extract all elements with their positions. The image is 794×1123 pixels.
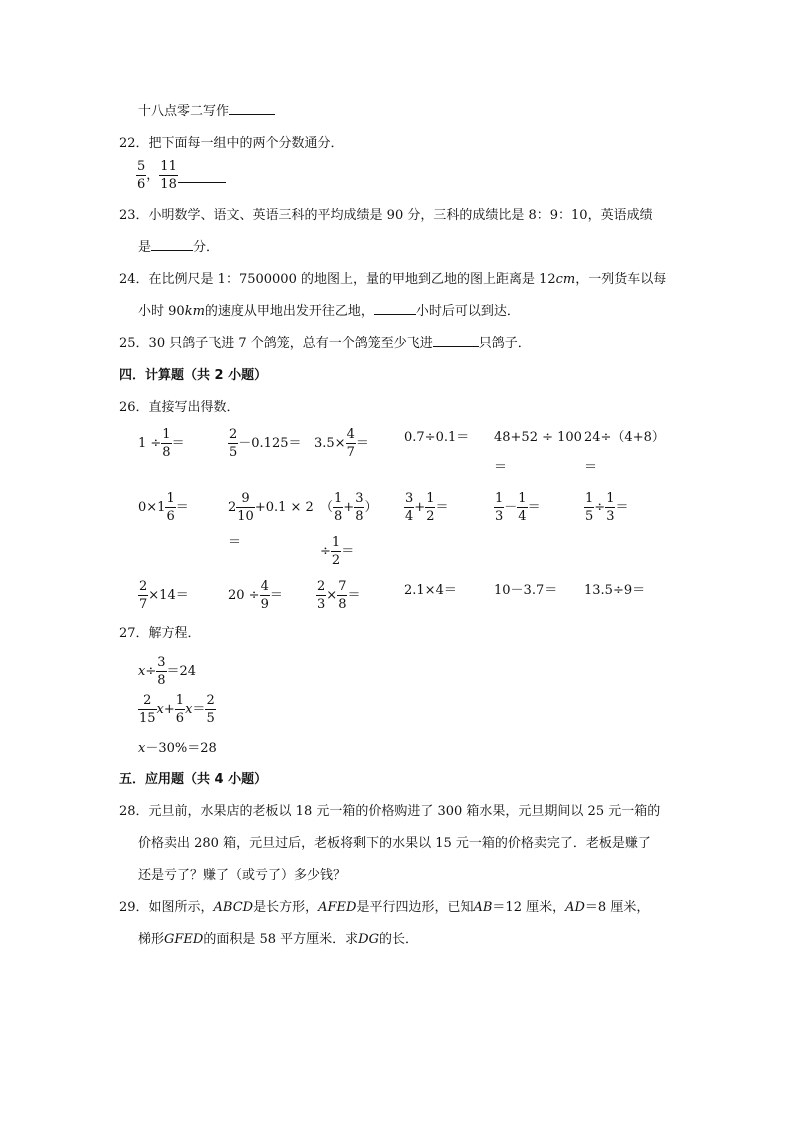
calc-r3c6: 13.5÷9＝ xyxy=(584,583,646,598)
calc-text: 3.5× xyxy=(314,436,346,451)
fraction-11-18: $\frac{11}{18}$ xyxy=(160,159,177,192)
q28-line1: 28．元旦前，水果店的老板以 18 元一箱的价格购进了 300 箱水果，元旦期间以 25 元一箱的 xyxy=(119,804,661,819)
calc-text: +0.1 × 2 xyxy=(254,500,314,515)
section-5-heading: 五．应用题（共 4 小题） xyxy=(119,772,268,787)
fraction: $\frac{2}{5}$ xyxy=(206,693,215,726)
q22-prompt: 22．把下面每一组中的两个分数通分． xyxy=(119,136,344,151)
q22-fractions xyxy=(136,160,226,191)
q29-text: 是平行四边形，已知 xyxy=(356,900,474,915)
equals: ＝ xyxy=(355,436,369,451)
q21-tail-line xyxy=(138,105,275,118)
label-gfed: GFED xyxy=(164,932,204,947)
plus: + xyxy=(343,500,355,515)
answer-blank[interactable] xyxy=(374,314,416,315)
calc-text: 1 ÷ xyxy=(138,436,162,451)
answer-blank[interactable] xyxy=(178,182,226,183)
calc-text: 0×1 xyxy=(138,500,166,515)
calc-r2c2-equals: ＝ xyxy=(228,535,242,550)
fraction: $\frac{2}{15}$ xyxy=(139,693,156,726)
calc-r1c6-equals: ＝ xyxy=(584,460,598,475)
divide: ÷ xyxy=(320,544,331,559)
divide: ÷ xyxy=(145,664,157,679)
equals: ＝ xyxy=(192,702,206,717)
q29-line2 xyxy=(138,933,418,946)
q29-text: 梯形 xyxy=(138,932,165,947)
fraction: $\frac{2}{5}$ xyxy=(229,427,238,460)
fraction: $\frac{1}{5}$ xyxy=(585,491,594,524)
calc-r3c5: 10－3.7＝ xyxy=(494,583,558,598)
q29-text: 29．如图所示， xyxy=(119,900,214,915)
q29-text: 的长． xyxy=(378,932,418,947)
equation-2 xyxy=(138,694,216,725)
fraction: $\frac{2}{3}$ xyxy=(317,579,326,612)
comma: ， xyxy=(146,168,160,183)
equals: ＝ xyxy=(269,588,283,603)
equals: ＝ xyxy=(527,500,541,515)
equals: ＝ xyxy=(347,588,361,603)
calc-r1c5: 48+52 ÷ 100 xyxy=(494,430,582,445)
fraction: $\frac{7}{8}$ xyxy=(338,579,347,612)
fraction: $\frac{1}{2}$ xyxy=(426,491,435,524)
divide: ÷ xyxy=(594,500,606,515)
calc-text: 20 ÷ xyxy=(228,588,260,603)
calc-r3c1 xyxy=(138,580,189,611)
calc-r1c4: 0.7÷0.1＝ xyxy=(404,430,470,445)
calc-r2c3 xyxy=(320,492,378,523)
calc-r2c2 xyxy=(228,492,314,523)
fraction: $\frac{1}{8}$ xyxy=(162,427,171,460)
fraction: $\frac{3}{8}$ xyxy=(355,491,364,524)
fraction: $\frac{1}{3}$ xyxy=(495,491,504,524)
times: × xyxy=(326,588,338,603)
q23-unit: 分． xyxy=(193,240,220,255)
q29-text: ＝8 厘米， xyxy=(584,900,650,915)
equation-3 xyxy=(138,742,217,755)
label-afed: AFED xyxy=(318,900,357,915)
calc-r1c3 xyxy=(314,428,369,459)
fraction: $\frac{9}{10}$ xyxy=(237,491,254,524)
calc-r2c1 xyxy=(138,492,189,523)
label-abcd: ABCD xyxy=(213,900,254,915)
equation-1 xyxy=(138,656,196,687)
fraction: $\frac{1}{2}$ xyxy=(331,535,341,568)
q21-tail-text: 十八点零二写作 xyxy=(138,104,230,119)
unit-km: km xyxy=(184,304,205,319)
label-ad: AD xyxy=(565,900,585,915)
q29-line1 xyxy=(119,901,649,914)
q29-text: 是长方形， xyxy=(253,900,319,915)
label-dg: DG xyxy=(358,932,379,947)
q24-text: 24．在比例尺是 1：7500000 的地图上，量的甲地到乙地的图上距离是 12 xyxy=(119,272,556,287)
q23-line2 xyxy=(138,241,219,254)
calc-r1c2 xyxy=(228,428,302,459)
calc-r2c6 xyxy=(584,492,628,523)
equals: ＝ xyxy=(341,544,355,559)
q27-prompt: 27．解方程． xyxy=(119,626,201,641)
calc-r3c2 xyxy=(228,580,283,611)
answer-blank[interactable] xyxy=(433,346,479,347)
unit-cm: cm xyxy=(555,272,576,287)
q29-text: 的面积是 58 平方厘米．求 xyxy=(203,932,359,947)
eq-text: －30%＝28 xyxy=(145,741,217,756)
q24-line2 xyxy=(138,305,520,318)
var-x: x xyxy=(138,741,146,756)
fraction: $\frac{1}{4}$ xyxy=(518,491,527,524)
eq-text: ＝24 xyxy=(166,664,197,679)
q24-text3: 的速度从甲地出发开往乙地， xyxy=(204,304,374,319)
calc-r3c4: 2.1×4＝ xyxy=(404,583,457,598)
section-4-heading: 四．计算题（共 2 小题） xyxy=(119,368,268,383)
equals: ＝ xyxy=(175,500,189,515)
calc-text: 2 xyxy=(228,500,237,515)
fraction: $\frac{3}{4}$ xyxy=(405,491,414,524)
fraction: $\frac{3}{8}$ xyxy=(157,655,166,688)
q24-text4: 小时后可以到达． xyxy=(415,304,520,319)
equals: ＝ xyxy=(435,500,449,515)
q25-text: 25．30 只鸽子飞进 7 个鸽笼，总有一个鸽笼至少飞进 xyxy=(119,336,433,351)
calc-r1c6: 24÷（4+8） xyxy=(584,430,665,445)
plus: + xyxy=(163,702,175,717)
fraction: $\frac{1}{6}$ xyxy=(175,693,185,726)
calc-text: ×14＝ xyxy=(148,588,189,603)
fraction: $\frac{1}{6}$ xyxy=(166,491,175,524)
calc-r3c3 xyxy=(316,580,360,611)
q24-text2: 小时 90 xyxy=(138,304,185,319)
minus: － xyxy=(504,500,518,515)
var-x: x xyxy=(156,702,164,717)
fraction: $\frac{4}{9}$ xyxy=(260,579,269,612)
calc-r2c5 xyxy=(494,492,541,523)
fraction: $\frac{2}{7}$ xyxy=(139,579,148,612)
fraction: $\frac{4}{7}$ xyxy=(346,427,355,460)
calc-r2c4 xyxy=(404,492,448,523)
q28-line3: 还是亏了？赚了（或亏了）多少钱？ xyxy=(138,868,347,883)
answer-blank[interactable] xyxy=(229,114,275,115)
calc-r2c3-cont xyxy=(320,536,354,567)
calc-text: －0.125＝ xyxy=(238,436,302,451)
plus: + xyxy=(414,500,426,515)
q23-text: 是 xyxy=(138,240,152,255)
q23-line1: 23．小明数学、语文、英语三科的平均成绩是 90 分，三科的成绩比是 8：9：10，英语成绩 xyxy=(119,208,653,223)
q25-line xyxy=(119,337,531,350)
answer-blank[interactable] xyxy=(151,250,193,251)
q26-prompt: 26．直接写出得数． xyxy=(119,400,240,415)
q24-line1 xyxy=(119,273,666,286)
calc-r1c5-equals: ＝ xyxy=(494,460,508,475)
equals: ＝ xyxy=(171,436,185,451)
q25-text-end: 只鸽子． xyxy=(478,336,531,351)
fraction: $\frac{1}{3}$ xyxy=(606,491,615,524)
paren-open: （ xyxy=(320,500,334,515)
fraction: $\frac{1}{8}$ xyxy=(334,491,343,524)
fraction-5-6: $\frac{5}{6}$ xyxy=(137,159,146,192)
label-ab: AB xyxy=(473,900,493,915)
equals: ＝ xyxy=(615,500,629,515)
var-x: x xyxy=(185,702,193,717)
q24-text-end: ，一列货车以每 xyxy=(575,272,667,287)
q28-line2: 价格卖出 280 箱，元旦过后，老板将剩下的水果以 15 元一箱的价格卖完了．老板是赚了 xyxy=(138,836,651,851)
paren-close: ） xyxy=(364,500,378,515)
calc-r1c1 xyxy=(138,428,185,459)
var-x: x xyxy=(138,664,146,679)
q29-text: ＝12 厘米， xyxy=(492,900,566,915)
